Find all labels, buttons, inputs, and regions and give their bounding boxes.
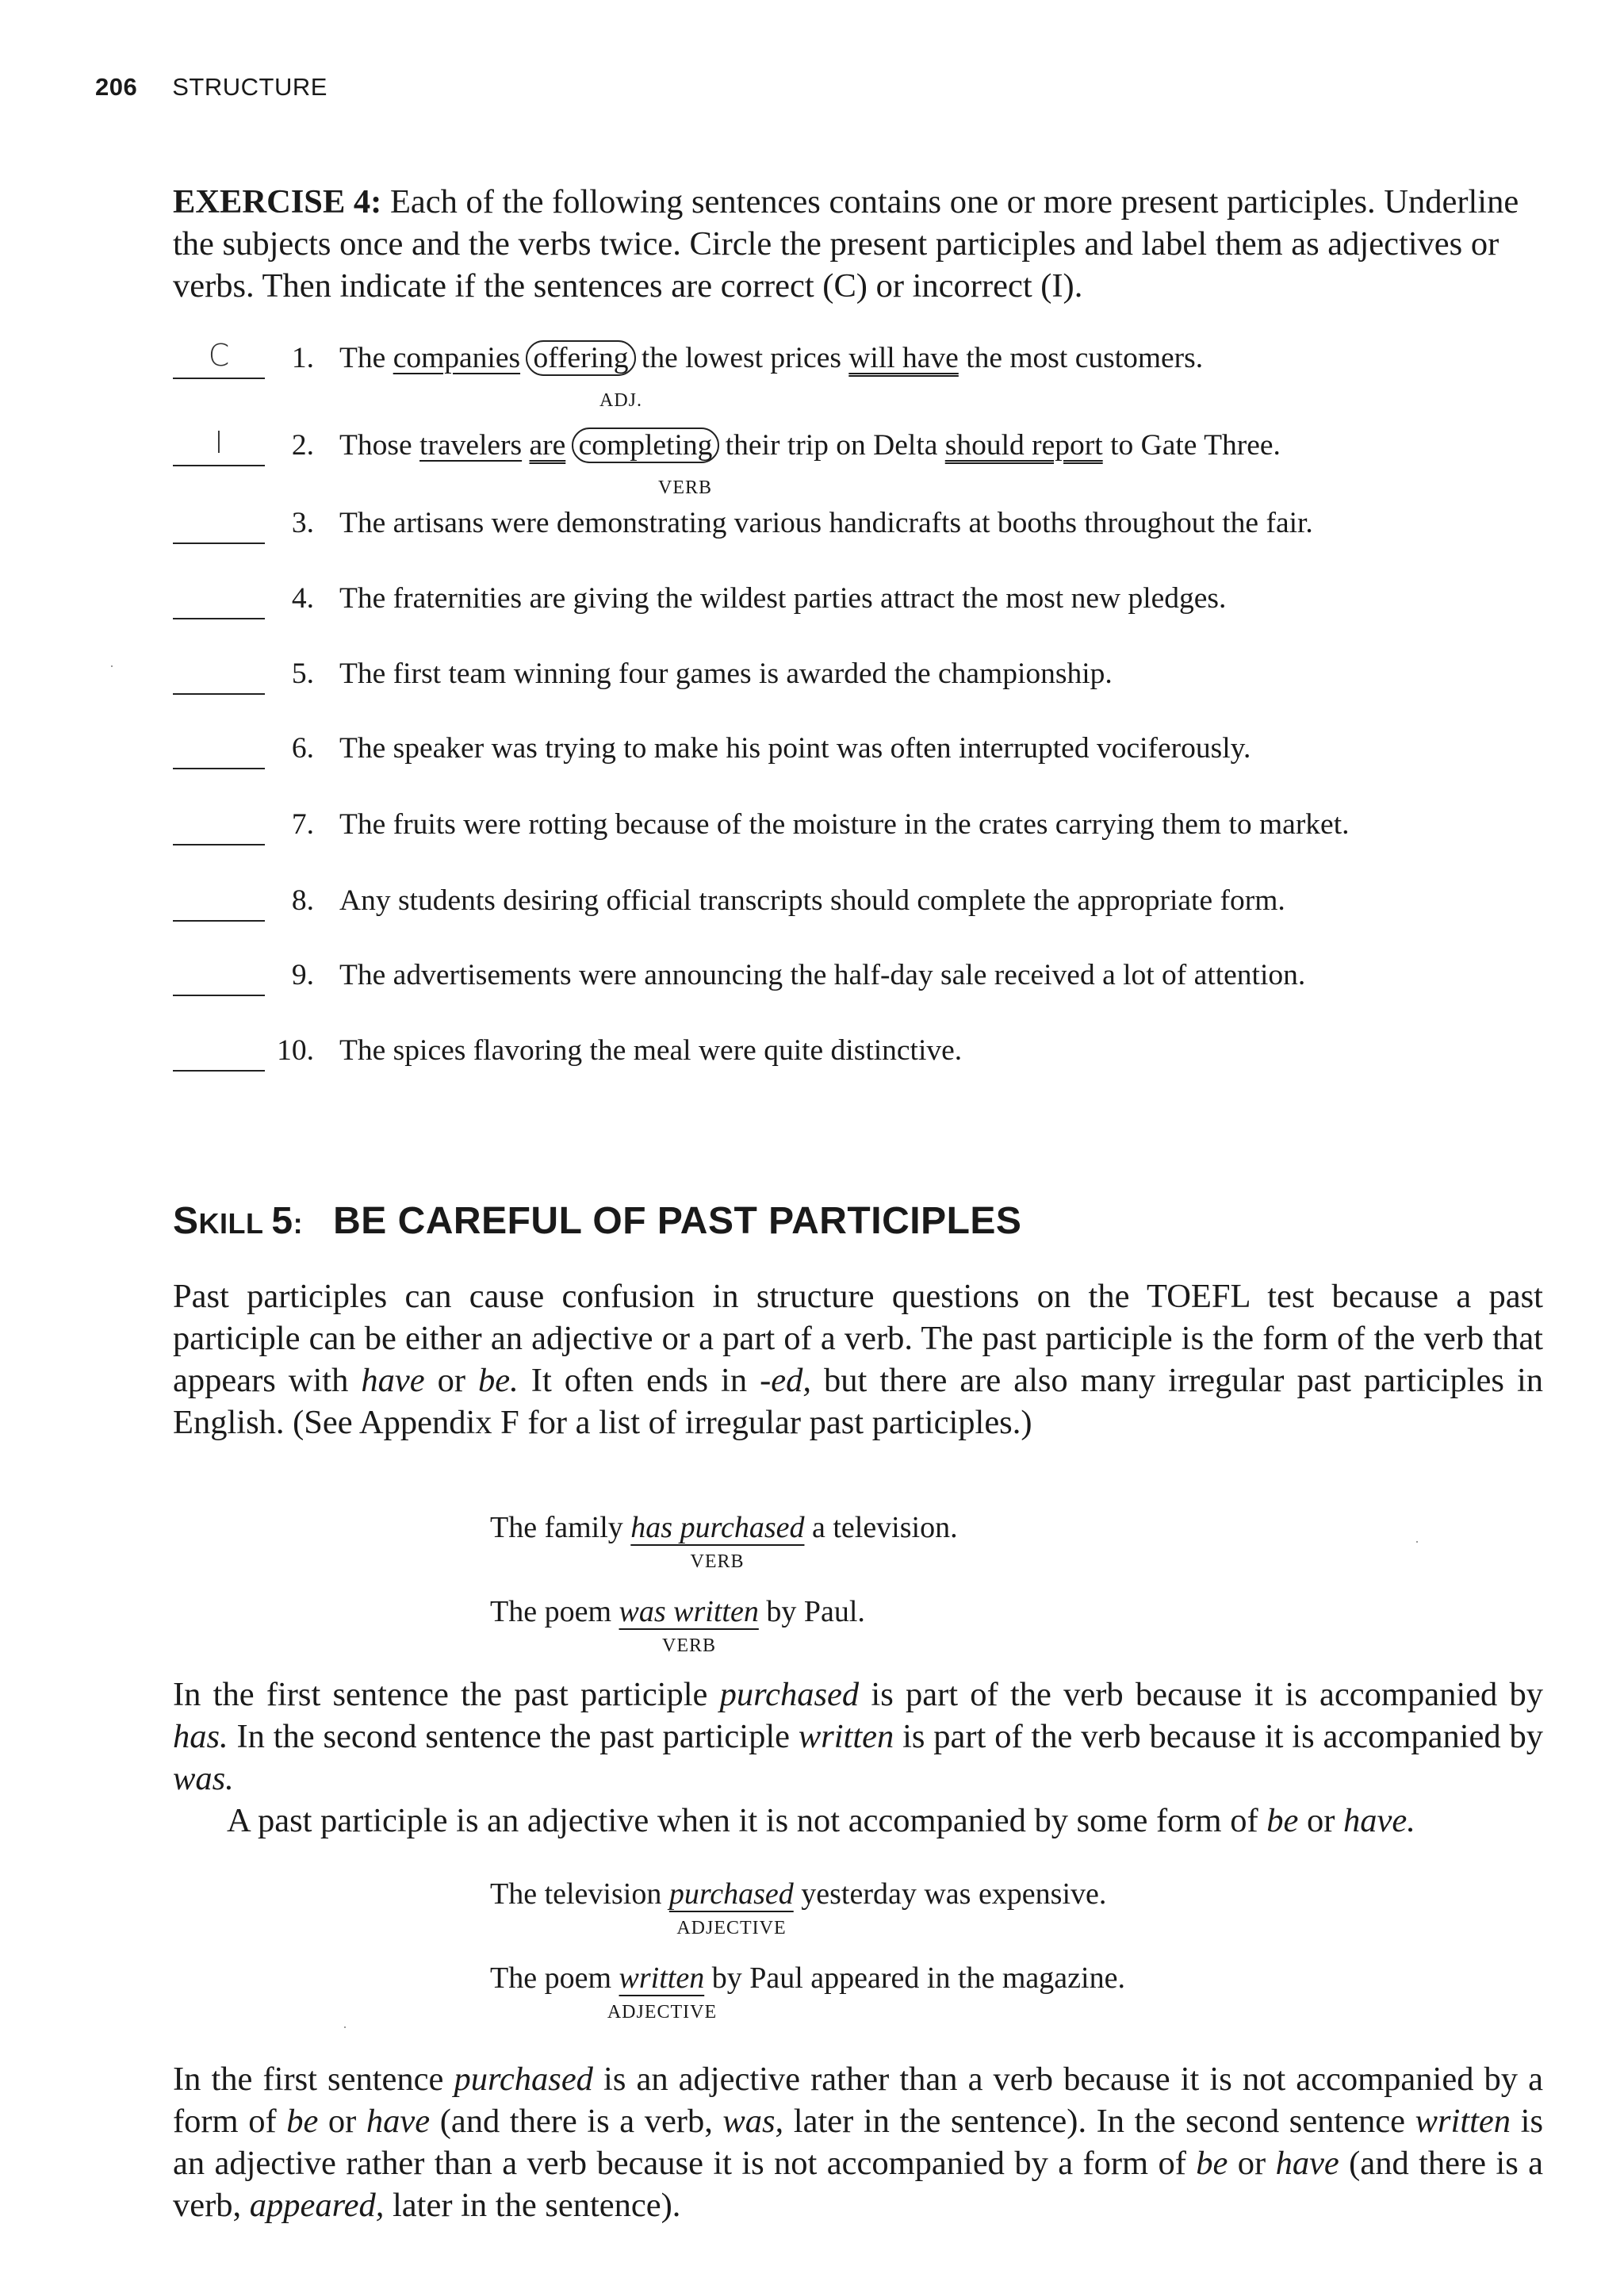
italic-term: -ed, [760,1362,812,1399]
italic-term: be [286,2103,319,2140]
italic-term: written [1415,2103,1511,2140]
sentence-fragment: The [339,342,393,374]
page-header [95,73,327,102]
exercise-item [173,884,1553,931]
scan-mark: · [343,2019,347,2035]
paragraph-text: Past participles can cause confusion in structure questions on the TOEFL test because a past participle can be either an adjective or a part of a verb. The past participle is the form of the verb that appears with [173,1278,1543,1399]
answer-blank [173,995,265,996]
example-label: VERB [690,1551,745,1572]
exercise-item [173,581,1553,629]
paragraph-text: (and there is a verb, [430,2103,723,2140]
example-label: ADJECTIVE [607,2002,718,2023]
paragraph-text: In the first sentence the past participle [173,1676,720,1713]
item-sentence [339,807,1350,842]
exercise-item [173,425,1553,498]
example-label: ADJECTIVE [676,1918,787,1938]
example-text: by Paul. [758,1595,865,1628]
italic-term: appeared, [249,2187,385,2224]
paragraph-adjective-rule [227,1800,1543,1842]
item-number: 7. [291,808,314,841]
item-sentence [339,428,1281,462]
italic-term: be [1196,2145,1228,2182]
sentence-fragment: The speaker was trying to make his point was often interrupted vociferously. [339,732,1251,765]
item-sentence [339,884,1285,918]
paragraph-text: is an adjective rather than a verb because it is not accompanied by a form of [173,2061,1543,2140]
paragraph-text: is an adjective rather than a verb because it is not accompanied by a form of [173,2103,1543,2182]
italic-term: written [798,1718,894,1755]
exercise-item [173,338,1553,411]
skill-heading [173,1199,1021,1243]
skill-label-rest: KILL [198,1207,272,1240]
participle-circle: completing [572,428,720,463]
item-sentence [339,506,1313,540]
paragraph-text: In the second sentence the past participle [228,1718,799,1755]
example-marked-phrase: written [619,1961,705,1995]
handwritten-answer: I [214,425,224,460]
sentence-fragment: The spices flavoring the meal were quite distinctive. [339,1034,963,1067]
verb-double-underline: are [529,429,566,462]
sentence-fragment: Any students desiring official transcripts should complete the appropriate form. [339,884,1285,917]
item-number: 9. [291,959,314,991]
example-sentence [490,1961,1125,2023]
paragraph-text: is part of the verb because it is accompanied by [894,1718,1544,1755]
subject-underline: companies [393,342,521,374]
example-sentence [490,1510,958,1572]
paragraph-text: or [318,2103,366,2140]
sentence-fragment: the lowest prices [634,342,849,374]
italic-term: have [1275,2145,1339,2182]
example-text: yesterday was expensive. [793,1877,1107,1911]
example-text: The television [490,1877,669,1911]
answer-blank [173,465,265,466]
example-text: by Paul appeared in the magazine. [704,1961,1125,1995]
paragraph-text: later in the sentence). [384,2187,681,2224]
italic-term: have. [1343,1802,1415,1839]
sentence-fragment: the most customers. [958,342,1204,374]
sentence-fragment: to Gate Three. [1102,429,1281,462]
example-text: The poem [490,1595,619,1628]
item-number: 2. [291,429,314,462]
answer-blank [173,768,265,769]
verb-double-underline: should report [944,429,1103,462]
paragraph-text: (and there is a verb, [173,2145,1544,2224]
example-text: The family [490,1511,631,1544]
participle-circle: offering [526,340,635,376]
answer-blank [173,844,265,845]
verb-double-underline: will have [848,342,959,374]
answer-blank [173,543,265,544]
paragraph-text: later in the sentence). In the second sentence [783,2103,1415,2140]
exercise-item [173,731,1553,779]
exercise-item [173,1033,1553,1081]
answer-blank [173,693,265,695]
skill-label-rest: : [293,1207,304,1240]
example-marked-phrase: was written [619,1595,759,1628]
item-sentence [339,581,1226,615]
item-sentence [339,657,1113,691]
item-sentence [339,958,1305,992]
scan-mark: · [1415,1534,1419,1550]
item-number: 6. [291,732,314,765]
section-title: STRUCTURE [172,73,327,101]
italic-term: has. [173,1718,228,1755]
italic-term: have [361,1362,425,1399]
item-number: 4. [291,582,314,615]
paragraph-text: is part of the verb because it is accompanied by [859,1676,1543,1713]
paragraph-text: A past participle is an adjective when it is not accompanied by some form of [227,1802,1267,1839]
answer-blank [173,618,265,619]
sentence-fragment: their trip on Delta [718,429,945,462]
item-sentence [339,1033,962,1068]
example-text: The poem [490,1961,619,1995]
exercise-instructions [173,181,1543,307]
sentence-fragment: The fruits were rotting because of the moisture in the crates carrying them to market. [339,808,1350,841]
example-sentence [490,1594,865,1656]
italic-term: purchased [719,1676,860,1713]
answer-blank [173,1070,265,1072]
sentence-fragment: The fraternities are giving the wildest parties attract the most new pledges. [339,582,1227,615]
exercise-item [173,657,1553,704]
italic-term: purchased [454,2061,593,2098]
exercise-label: EXERCISE 4: [173,183,382,220]
handwritten-answer: C [208,338,230,373]
item-number: 1. [291,342,314,374]
paragraph-text: In the first sentence [173,2061,454,2098]
paragraph-intro [173,1275,1543,1444]
subject-underline: travelers [419,429,523,462]
example-marked-phrase: purchased [668,1877,794,1911]
example-marked-phrase: has purchased [630,1511,805,1544]
paragraph-adjective-explanation [173,2058,1543,2226]
participle-label: ADJ. [599,390,643,411]
item-sentence [339,731,1251,765]
paragraph-text: It often ends in [518,1362,760,1399]
item-sentence [339,341,1203,375]
answer-blank [173,920,265,922]
skill-label-initial: 5 [271,1200,293,1242]
skill-label [173,1200,304,1242]
exercise-item [173,958,1553,1006]
paragraph-text: but there are also many irregular past participles in English. (See Appendix F for a list of irregular past participles.) [173,1362,1544,1441]
exercise-item [173,506,1553,554]
sentence-fragment: The artisans were demonstrating various handicrafts at booths throughout the fair. [339,507,1313,539]
exercise-item [173,807,1553,855]
italic-term: be [1266,1802,1299,1839]
item-number: 8. [291,884,314,917]
paragraph-text: or [1228,2145,1276,2182]
answer-blank [173,378,265,379]
italic-term: have [366,2103,431,2140]
item-number: 3. [291,507,314,539]
scan-mark: · [109,658,114,674]
paragraph-text: or [1298,1802,1344,1839]
item-number: 10. [277,1034,314,1067]
sentence-fragment [522,429,529,462]
exercise-instructions-text: Each of the following sentences contains one or more present participles. Underline the subjects once and the verbs twice. Circle the present participles and label them as adjectives or verbs. Then indicate if the sentences are correct (C) or incorrect (I). [173,183,1519,305]
paragraph-verb-explanation [173,1674,1543,1800]
sentence-fragment: The first team winning four games is awarded the championship. [339,658,1113,690]
italic-term: be. [478,1362,519,1399]
page-number: 206 [95,73,138,101]
participle-label: VERB [658,477,713,498]
sentence-fragment: Those [339,429,420,462]
skill-title: BE CAREFUL OF PAST PARTICIPLES [333,1200,1022,1242]
sentence-fragment: The advertisements were announcing the half-day sale received a lot of attention. [339,959,1306,991]
italic-term: was, [722,2103,784,2140]
example-text: a television. [804,1511,958,1544]
paragraph-text: or [424,1362,479,1399]
example-sentence [490,1877,1107,1938]
skill-label-initial: S [173,1200,199,1242]
item-number: 5. [291,658,314,690]
italic-term: was. [173,1760,234,1797]
example-label: VERB [661,1635,717,1656]
